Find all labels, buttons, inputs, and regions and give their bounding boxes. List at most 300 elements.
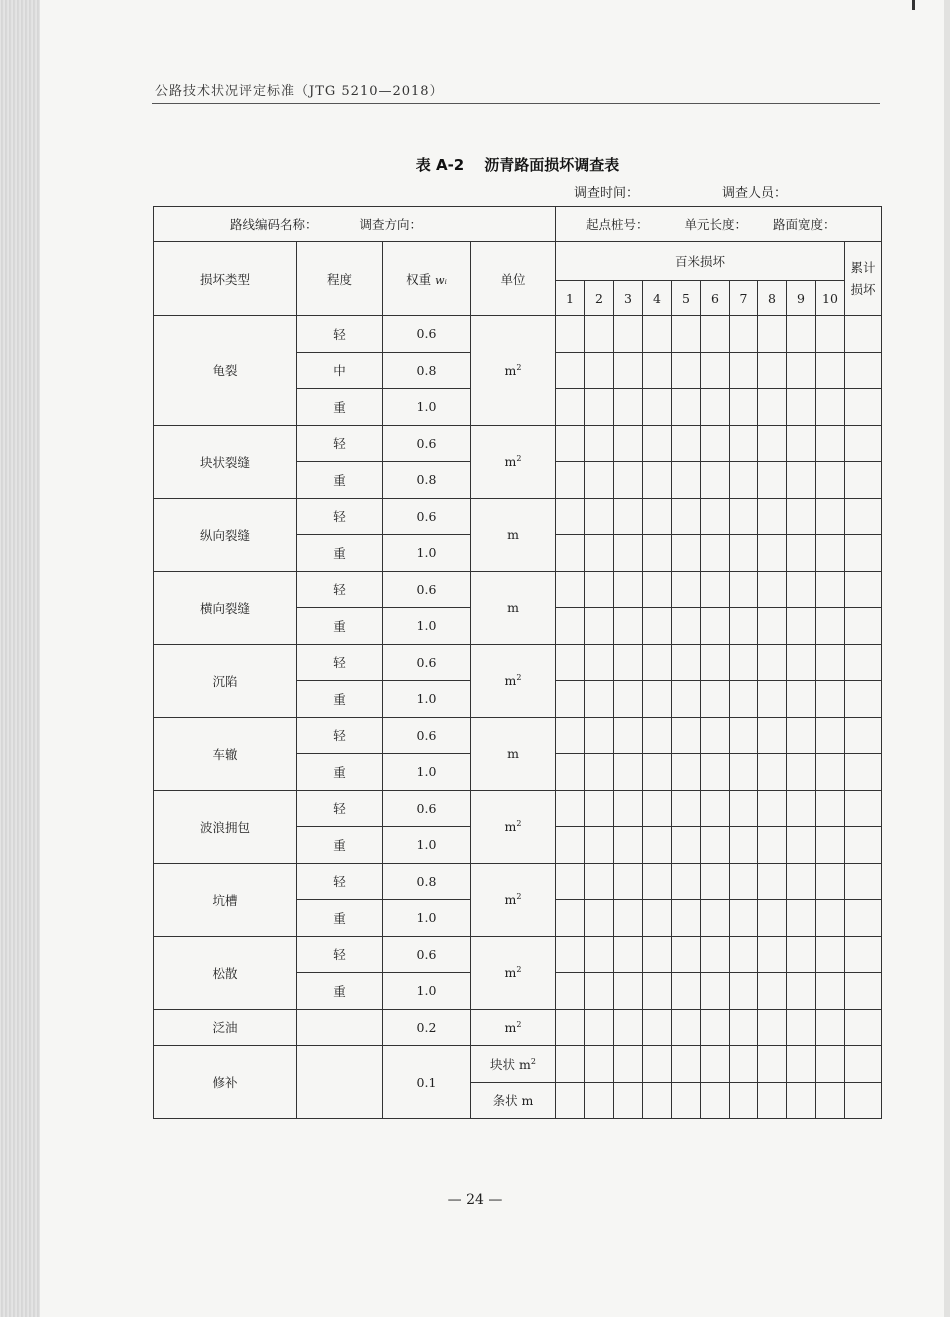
entry-cell[interactable] <box>701 352 730 389</box>
entry-cell[interactable] <box>701 316 730 353</box>
col-severity: 程度 <box>297 242 383 316</box>
weight-cell: 0.6 <box>383 498 471 535</box>
entry-cell[interactable] <box>816 316 845 353</box>
entry-cell[interactable] <box>672 644 701 681</box>
entry-cell[interactable] <box>614 1082 643 1119</box>
entry-cell[interactable] <box>556 498 585 535</box>
entry-cell[interactable] <box>730 462 758 499</box>
entry-cell[interactable] <box>585 352 614 389</box>
entry-cell[interactable] <box>643 352 672 389</box>
entry-cell[interactable] <box>672 863 701 900</box>
severity-cell: 重 <box>297 608 383 645</box>
entry-cell[interactable] <box>758 973 787 1010</box>
damage-type-name: 沉陷 <box>154 644 297 717</box>
entry-cell[interactable] <box>730 717 758 754</box>
severity-cell: 轻 <box>297 644 383 681</box>
entry-cell[interactable] <box>643 498 672 535</box>
entry-cell[interactable] <box>730 790 758 827</box>
entry-cell[interactable] <box>585 1009 614 1046</box>
entry-cell[interactable] <box>787 535 816 572</box>
damage-row <box>154 936 882 973</box>
entry-cell[interactable] <box>585 973 614 1010</box>
direction-label: 调查方向： <box>359 217 423 232</box>
entry-cell[interactable] <box>730 1082 758 1119</box>
segment-header-9: 9 <box>787 281 816 316</box>
entry-cell[interactable] <box>614 462 643 499</box>
entry-cell[interactable] <box>672 571 701 608</box>
entry-cell[interactable] <box>614 352 643 389</box>
entry-cell[interactable] <box>672 535 701 572</box>
entry-cell[interactable] <box>556 790 585 827</box>
entry-cell[interactable] <box>730 389 758 426</box>
entry-cell[interactable] <box>643 827 672 864</box>
entry-cell[interactable] <box>672 1082 701 1119</box>
entry-cell[interactable] <box>585 316 614 353</box>
entry-cell[interactable] <box>585 790 614 827</box>
entry-cell[interactable] <box>614 973 643 1010</box>
cumulative-cell[interactable] <box>845 644 882 681</box>
entry-cell[interactable] <box>556 644 585 681</box>
entry-cell[interactable] <box>701 571 730 608</box>
entry-cell[interactable] <box>816 535 845 572</box>
entry-cell[interactable] <box>672 316 701 353</box>
entry-cell[interactable] <box>701 973 730 1010</box>
entry-cell[interactable] <box>816 608 845 645</box>
weight-cell: 0.6 <box>383 644 471 681</box>
entry-cell[interactable] <box>643 389 672 426</box>
entry-cell[interactable] <box>556 863 585 900</box>
entry-cell[interactable] <box>643 535 672 572</box>
entry-cell[interactable] <box>730 571 758 608</box>
entry-cell[interactable] <box>758 425 787 462</box>
entry-cell[interactable] <box>758 608 787 645</box>
table-number: 表 A-2 <box>415 156 465 174</box>
cumulative-cell[interactable] <box>845 352 882 389</box>
entry-cell[interactable] <box>730 1009 758 1046</box>
unit-text: m <box>504 673 517 689</box>
entry-cell[interactable] <box>730 863 758 900</box>
unit-superscript: 2 <box>516 453 522 463</box>
entry-cell[interactable] <box>701 1082 730 1119</box>
weight-cell: 0.6 <box>383 571 471 608</box>
entry-cell[interactable] <box>701 681 730 718</box>
entry-cell[interactable] <box>758 316 787 353</box>
entry-cell[interactable] <box>816 790 845 827</box>
entry-cell[interactable] <box>556 1009 585 1046</box>
entry-cell[interactable] <box>758 571 787 608</box>
entry-cell[interactable] <box>643 681 672 718</box>
entry-cell[interactable] <box>787 644 816 681</box>
cumulative-cell[interactable] <box>845 681 882 718</box>
entry-cell[interactable] <box>556 827 585 864</box>
damage-row <box>154 863 882 900</box>
col-hundred-meter: 百米损坏 <box>556 242 845 281</box>
unit-superscript: 2 <box>516 891 522 901</box>
entry-cell[interactable] <box>758 900 787 937</box>
entry-cell[interactable] <box>556 425 585 462</box>
segment-header-10: 10 <box>816 281 845 316</box>
entry-cell[interactable] <box>643 462 672 499</box>
cumulative-cell[interactable] <box>845 389 882 426</box>
entry-cell[interactable] <box>556 754 585 791</box>
unit-cell <box>471 425 556 498</box>
entry-cell[interactable] <box>787 973 816 1010</box>
entry-cell[interactable] <box>787 389 816 426</box>
entry-cell[interactable] <box>758 498 787 535</box>
unit-superscript: 2 <box>516 672 522 682</box>
entry-cell[interactable] <box>816 681 845 718</box>
entry-cell[interactable] <box>585 498 614 535</box>
entry-cell[interactable] <box>816 936 845 973</box>
entry-cell[interactable] <box>614 571 643 608</box>
cumulative-cell[interactable] <box>845 498 882 535</box>
unit-cell <box>471 790 556 863</box>
entry-cell[interactable] <box>787 571 816 608</box>
entry-cell[interactable] <box>614 389 643 426</box>
entry-cell[interactable] <box>701 425 730 462</box>
weight-cell: 0.6 <box>383 790 471 827</box>
entry-cell[interactable] <box>701 608 730 645</box>
entry-cell[interactable] <box>701 717 730 754</box>
entry-cell[interactable] <box>701 498 730 535</box>
entry-cell[interactable] <box>672 936 701 973</box>
entry-cell[interactable] <box>758 754 787 791</box>
entry-cell[interactable] <box>672 900 701 937</box>
entry-cell[interactable] <box>614 827 643 864</box>
entry-cell[interactable] <box>643 790 672 827</box>
entry-cell[interactable] <box>614 644 643 681</box>
entry-cell[interactable] <box>585 644 614 681</box>
entry-cell[interactable] <box>701 936 730 973</box>
damage-row <box>154 717 882 754</box>
entry-cell[interactable] <box>816 754 845 791</box>
segment-header-4: 4 <box>643 281 672 316</box>
entry-cell[interactable] <box>672 608 701 645</box>
entry-cell[interactable] <box>730 900 758 937</box>
entry-cell[interactable] <box>730 1046 758 1083</box>
entry-cell[interactable] <box>556 462 585 499</box>
route-label: 路线编码名称： <box>230 217 318 232</box>
table-caption <box>155 154 880 175</box>
entry-cell[interactable] <box>758 644 787 681</box>
entry-cell[interactable] <box>787 863 816 900</box>
patch-unit-strip <box>471 1082 556 1119</box>
entry-cell[interactable] <box>787 1082 816 1119</box>
entry-cell[interactable] <box>585 936 614 973</box>
entry-cell[interactable] <box>672 389 701 426</box>
entry-cell[interactable] <box>643 1082 672 1119</box>
entry-cell[interactable] <box>556 389 585 426</box>
entry-cell[interactable] <box>672 498 701 535</box>
entry-cell[interactable] <box>730 352 758 389</box>
entry-cell[interactable] <box>701 462 730 499</box>
entry-cell[interactable] <box>758 462 787 499</box>
entry-cell[interactable] <box>614 1046 643 1083</box>
severity-cell: 重 <box>297 827 383 864</box>
entry-cell[interactable] <box>614 790 643 827</box>
entry-cell[interactable] <box>643 571 672 608</box>
severity-cell: 轻 <box>297 316 383 353</box>
entry-cell[interactable] <box>730 936 758 973</box>
damage-row <box>154 1009 882 1046</box>
entry-cell[interactable] <box>556 717 585 754</box>
entry-cell[interactable] <box>614 863 643 900</box>
entry-cell[interactable] <box>672 717 701 754</box>
entry-cell[interactable] <box>787 425 816 462</box>
entry-cell[interactable] <box>758 1009 787 1046</box>
entry-cell[interactable] <box>556 936 585 973</box>
cumulative-cell[interactable] <box>845 827 882 864</box>
entry-cell[interactable] <box>730 644 758 681</box>
entry-cell[interactable] <box>816 462 845 499</box>
entry-cell[interactable] <box>758 827 787 864</box>
unit-text: m <box>504 1019 517 1035</box>
cumulative-cell[interactable] <box>845 1082 882 1119</box>
entry-cell[interactable] <box>585 827 614 864</box>
entry-cell[interactable] <box>672 754 701 791</box>
entry-cell[interactable] <box>672 681 701 718</box>
entry-cell[interactable] <box>585 425 614 462</box>
entry-cell[interactable] <box>556 535 585 572</box>
entry-cell[interactable] <box>643 425 672 462</box>
entry-cell[interactable] <box>585 900 614 937</box>
weight-cell: 1.0 <box>383 973 471 1010</box>
cumulative-cell[interactable] <box>845 608 882 645</box>
entry-cell[interactable] <box>614 754 643 791</box>
entry-cell[interactable] <box>758 790 787 827</box>
segment-header-5: 5 <box>672 281 701 316</box>
entry-cell[interactable] <box>816 644 845 681</box>
entry-cell[interactable] <box>614 425 643 462</box>
unit-text: m <box>507 527 519 542</box>
entry-cell[interactable] <box>585 717 614 754</box>
damage-type-name: 波浪拥包 <box>154 790 297 863</box>
entry-cell[interactable] <box>585 462 614 499</box>
segment-header-8: 8 <box>758 281 787 316</box>
entry-cell[interactable] <box>816 1082 845 1119</box>
entry-cell[interactable] <box>787 936 816 973</box>
entry-cell[interactable] <box>614 681 643 718</box>
damage-type-name: 块状裂缝 <box>154 425 297 498</box>
entry-cell[interactable] <box>556 608 585 645</box>
entry-cell[interactable] <box>643 973 672 1010</box>
cumulative-cell[interactable] <box>845 571 882 608</box>
severity-cell: 重 <box>297 462 383 499</box>
entry-cell[interactable] <box>787 900 816 937</box>
entry-cell[interactable] <box>643 936 672 973</box>
entry-cell[interactable] <box>816 973 845 1010</box>
entry-cell[interactable] <box>614 535 643 572</box>
entry-cell[interactable] <box>672 973 701 1010</box>
entry-cell[interactable] <box>585 608 614 645</box>
cumulative-cell[interactable] <box>845 863 882 900</box>
cumulative-cell[interactable] <box>845 316 882 353</box>
entry-cell[interactable] <box>585 1046 614 1083</box>
unit-text: m <box>507 746 519 761</box>
entry-cell[interactable] <box>614 900 643 937</box>
entry-cell[interactable] <box>672 790 701 827</box>
unit-cell <box>471 863 556 936</box>
entry-cell[interactable] <box>556 681 585 718</box>
entry-cell[interactable] <box>730 973 758 1010</box>
entry-cell[interactable] <box>643 644 672 681</box>
entry-cell[interactable] <box>614 608 643 645</box>
segment-header-2: 2 <box>585 281 614 316</box>
entry-cell[interactable] <box>701 827 730 864</box>
entry-cell[interactable] <box>585 754 614 791</box>
entry-cell[interactable] <box>816 1009 845 1046</box>
entry-cell[interactable] <box>816 900 845 937</box>
entry-cell[interactable] <box>643 900 672 937</box>
entry-cell[interactable] <box>701 644 730 681</box>
entry-cell[interactable] <box>556 900 585 937</box>
entry-cell[interactable] <box>758 535 787 572</box>
entry-cell[interactable] <box>672 1046 701 1083</box>
entry-cell[interactable] <box>787 790 816 827</box>
entry-cell[interactable] <box>614 498 643 535</box>
entry-cell[interactable] <box>672 462 701 499</box>
entry-cell[interactable] <box>643 754 672 791</box>
entry-cell[interactable] <box>787 681 816 718</box>
entry-cell[interactable] <box>614 1009 643 1046</box>
entry-cell[interactable] <box>758 389 787 426</box>
entry-cell[interactable] <box>758 863 787 900</box>
entry-cell[interactable] <box>672 827 701 864</box>
entry-cell[interactable] <box>701 790 730 827</box>
unit-cell <box>471 316 556 426</box>
patch-unit-block <box>471 1046 556 1083</box>
entry-cell[interactable] <box>816 863 845 900</box>
entry-cell[interactable] <box>614 936 643 973</box>
entry-cell[interactable] <box>672 425 701 462</box>
entry-cell[interactable] <box>556 571 585 608</box>
entry-cell[interactable] <box>701 535 730 572</box>
cumulative-cell[interactable] <box>845 754 882 791</box>
entry-cell[interactable] <box>758 936 787 973</box>
entry-cell[interactable] <box>556 352 585 389</box>
entry-cell[interactable] <box>787 717 816 754</box>
damage-row <box>154 644 882 681</box>
entry-cell[interactable] <box>787 754 816 791</box>
entry-cell[interactable] <box>585 863 614 900</box>
entry-cell[interactable] <box>730 498 758 535</box>
unit-cell <box>471 498 556 571</box>
start-label: 起点桩号： <box>586 217 649 232</box>
unit-superscript: 2 <box>516 964 522 974</box>
severity-cell: 轻 <box>297 790 383 827</box>
entry-cell[interactable] <box>585 535 614 572</box>
entry-cell[interactable] <box>556 316 585 353</box>
entry-cell[interactable] <box>585 681 614 718</box>
entry-cell[interactable] <box>701 389 730 426</box>
cumulative-cell[interactable] <box>845 973 882 1010</box>
entry-cell[interactable] <box>730 425 758 462</box>
surveyor-label: 调查人员： <box>722 186 788 201</box>
unit-text: m <box>504 362 517 378</box>
unit-cell <box>471 936 556 1009</box>
cumulative-cell[interactable] <box>845 1046 882 1083</box>
entry-cell[interactable] <box>585 571 614 608</box>
entry-cell[interactable] <box>787 1009 816 1046</box>
entry-cell[interactable] <box>758 1046 787 1083</box>
severity-cell: 轻 <box>297 717 383 754</box>
entry-cell[interactable] <box>730 316 758 353</box>
entry-cell[interactable] <box>787 827 816 864</box>
entry-cell[interactable] <box>643 1046 672 1083</box>
cumulative-cell[interactable] <box>845 790 882 827</box>
entry-cell[interactable] <box>614 316 643 353</box>
entry-cell[interactable] <box>701 1009 730 1046</box>
weight-cell: 1.0 <box>383 535 471 572</box>
entry-cell[interactable] <box>643 608 672 645</box>
entry-cell[interactable] <box>730 681 758 718</box>
entry-cell[interactable] <box>585 389 614 426</box>
entry-cell[interactable] <box>730 827 758 864</box>
entry-cell[interactable] <box>672 1009 701 1046</box>
entry-cell[interactable] <box>816 571 845 608</box>
entry-cell[interactable] <box>614 717 643 754</box>
entry-cell[interactable] <box>787 608 816 645</box>
width-label: 路面宽度： <box>773 217 836 232</box>
entry-cell[interactable] <box>816 352 845 389</box>
entry-cell[interactable] <box>672 352 701 389</box>
cumulative-cell[interactable] <box>845 425 882 462</box>
entry-cell[interactable] <box>643 1009 672 1046</box>
entry-cell[interactable] <box>787 498 816 535</box>
entry-cell[interactable] <box>816 1046 845 1083</box>
entry-cell[interactable] <box>816 498 845 535</box>
unit-cell <box>471 717 556 790</box>
entry-cell[interactable] <box>758 352 787 389</box>
entry-cell[interactable] <box>556 1082 585 1119</box>
entry-cell[interactable] <box>730 754 758 791</box>
unit-cell <box>471 1009 556 1046</box>
entry-cell[interactable] <box>787 1046 816 1083</box>
entry-cell[interactable] <box>556 1046 585 1083</box>
entry-cell[interactable] <box>643 717 672 754</box>
unit-superscript: 2 <box>516 1019 522 1029</box>
entry-cell[interactable] <box>758 681 787 718</box>
entry-cell[interactable] <box>643 316 672 353</box>
entry-cell[interactable] <box>701 863 730 900</box>
entry-cell[interactable] <box>730 535 758 572</box>
cumulative-cell[interactable] <box>845 535 882 572</box>
entry-cell[interactable] <box>701 754 730 791</box>
entry-cell[interactable] <box>585 1082 614 1119</box>
entry-cell[interactable] <box>816 389 845 426</box>
entry-cell[interactable] <box>643 863 672 900</box>
entry-cell[interactable] <box>787 316 816 353</box>
entry-cell[interactable] <box>758 1082 787 1119</box>
entry-cell[interactable] <box>816 425 845 462</box>
cumulative-cell[interactable] <box>845 717 882 754</box>
entry-cell[interactable] <box>701 900 730 937</box>
entry-cell[interactable] <box>556 973 585 1010</box>
cumulative-cell[interactable] <box>845 1009 882 1046</box>
entry-cell[interactable] <box>787 462 816 499</box>
entry-cell[interactable] <box>787 352 816 389</box>
running-header: 公路技术状况评定标准（JTG 5210—2018） <box>155 84 444 99</box>
entry-cell[interactable] <box>758 717 787 754</box>
entry-cell[interactable] <box>816 827 845 864</box>
unit-text: 条状 m <box>492 1093 534 1109</box>
entry-cell[interactable] <box>701 1046 730 1083</box>
cumulative-cell[interactable] <box>845 936 882 973</box>
entry-cell[interactable] <box>730 608 758 645</box>
cumulative-cell[interactable] <box>845 462 882 499</box>
entry-cell[interactable] <box>816 717 845 754</box>
cumulative-cell[interactable] <box>845 900 882 937</box>
